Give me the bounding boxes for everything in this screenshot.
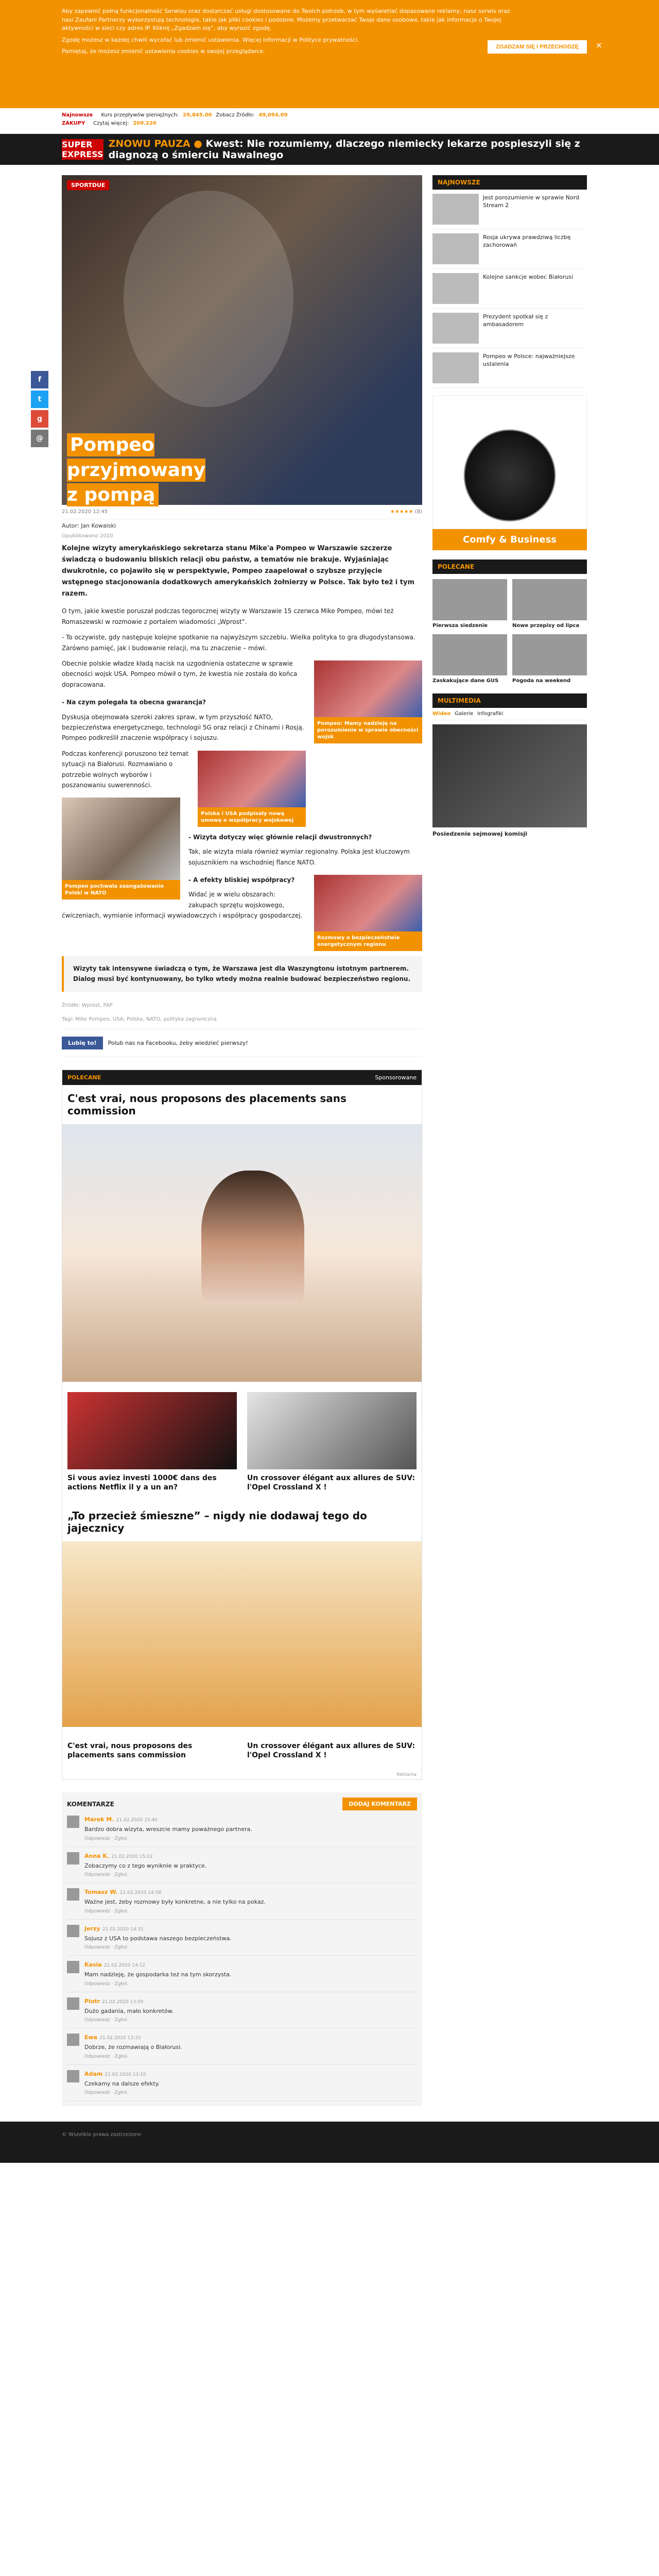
- news-title: Pompeo w Polsce: najważniejsze ustalenia: [483, 353, 575, 368]
- news-title: Kolejne sankcje wobec Białorusi: [483, 274, 574, 280]
- headline-text: Kwest: Nie rozumiemy, dlaczego niemiecky lekarze pospieszyli się z diagnozą o śmierciu Nawalnego: [108, 138, 580, 161]
- ticker-bar: [0, 108, 659, 134]
- news-thumbnail: [432, 194, 479, 225]
- recommended-card[interactable]: [512, 634, 587, 684]
- main-column: [62, 175, 422, 2106]
- multimedia-image[interactable]: [432, 724, 587, 827]
- article-date: 21.02.2020 12:45: [62, 509, 108, 515]
- comment-item: [67, 1992, 417, 2029]
- recommended-card[interactable]: [512, 579, 587, 629]
- google-share-icon[interactable]: g: [31, 410, 48, 428]
- facebook-share-icon[interactable]: f: [31, 371, 48, 388]
- ad-card[interactable]: [67, 1392, 237, 1492]
- article-tags[interactable]: Tagi: Mike Pompeo, USA, Polska, NATO, polityka zagraniczna: [62, 1016, 217, 1022]
- paragraph: Dyskusja obejmowała szeroki zakres spraw, w tym przyszłość NATO, bezpieczeństwa energetycznego, technologii 5G oraz relacji z Chinami i Rosją. Pompeo podkreślił znaczenie współpracy i sojuszu.: [62, 713, 304, 742]
- ad-image[interactable]: [62, 1541, 422, 1727]
- multimedia-tab[interactable]: Infografiki: [477, 711, 504, 717]
- comment-item: [67, 1956, 417, 1992]
- sidebar: [432, 175, 587, 2106]
- add-comment-button[interactable]: DODAJ KOMENTARZ: [342, 1798, 417, 1810]
- ad-headline[interactable]: C'est vrai, nous proposons des placements sans commission: [67, 1092, 346, 1117]
- ticker-label: Najnowsze: [62, 112, 93, 118]
- ticker-text: Zobacz Źródło:: [216, 112, 255, 118]
- breaking-headline[interactable]: [109, 138, 597, 161]
- article-body: [62, 543, 422, 1024]
- sidebar-news-item[interactable]: [432, 229, 587, 269]
- recommended-image: [432, 579, 507, 620]
- comment-actions[interactable]: Odpowiedz · Zgłoś: [84, 1908, 128, 1914]
- article-source: Źródło: Wprost, PAP: [62, 1002, 113, 1008]
- related-caption: Polska i USA podpisały nową umowę o współpracy wojskowej: [198, 807, 306, 827]
- hero-image: [62, 175, 422, 505]
- comfy-ad-banner[interactable]: Comfy & Business: [432, 529, 587, 550]
- ad-image[interactable]: [62, 1124, 422, 1382]
- comment-item: [67, 2065, 417, 2102]
- avatar: [67, 1888, 79, 1901]
- comment-author[interactable]: Tomasz W.: [84, 1889, 118, 1896]
- comment-text: Czekamy na dalsze efekty.: [84, 2080, 160, 2087]
- related-caption: Pompeo: Mamy nadzieję na porozumienie w sprawie obecności wojsk: [314, 717, 422, 743]
- ad-card-title: Un crossover élégant aux allures de SUV: l'Opel Crossland X !: [247, 1742, 415, 1760]
- sidebar-news-item[interactable]: [432, 348, 587, 388]
- footer-text: © Wszelkie prawa zastrzeżone: [62, 2132, 142, 2138]
- recommended-title: Pogoda na weekend: [512, 678, 571, 684]
- ad-card-image: [67, 1392, 237, 1469]
- paragraph: Tak, ale wizyta miała również wymiar regionalny. Polska jest kluczowym sojusznikiem na wschodniej flance NATO.: [188, 848, 410, 866]
- comment-author[interactable]: Piotr: [84, 1997, 100, 2005]
- related-image: [314, 875, 422, 931]
- shoe-ad-image[interactable]: [432, 395, 587, 529]
- comment-date: 21.02.2020 13:50: [102, 1999, 144, 2005]
- recommended-card[interactable]: [432, 579, 507, 629]
- paragraph: - To oczywiste, gdy następuje kolejne spotkanie na najwyższym szczeblu. Wielka polityka to gra długodystansowa. Zarówno pamięć, jak i budowanie relacji, ma tu znaczenie – mówi.: [62, 634, 415, 652]
- facebook-promo-text: Polub nas na Facebooku, żeby wiedzieć pierwszy!: [108, 1039, 248, 1046]
- ad-headline[interactable]: „To przecież śmieszne” – nigdy nie dodawaj tego do jajecznicy: [67, 1510, 367, 1535]
- comment-actions[interactable]: Odpowiedz · Zgłoś: [84, 1872, 128, 1878]
- subheading: - Na czym polegała ta obecna gwarancja?: [62, 699, 206, 706]
- comment-text: Mam nadzieję, że gospodarka też na tym skorzysta.: [84, 1971, 232, 1978]
- comment-date: 21.02.2020 14:31: [102, 1926, 144, 1932]
- ticker-label: ZAKUPY: [62, 121, 85, 126]
- recommended-title: Zaskakujące dane GUS: [432, 678, 499, 684]
- comment-text: Dużo gadania, mało konkretów.: [84, 2007, 174, 2014]
- sidebar-header: NAJNOWSZE: [432, 175, 587, 190]
- sidebar-header: POLECANE: [432, 560, 587, 574]
- mail-share-icon[interactable]: @: [31, 430, 48, 447]
- news-title: Rosja ukrywa prawdziwą liczbę zachorowań: [483, 234, 571, 249]
- avatar: [67, 2033, 79, 2046]
- related-box[interactable]: [62, 798, 180, 900]
- comment-date: 21.02.2020 14:12: [103, 1963, 146, 1969]
- subheading: - A efekty bliskiej współpracy?: [188, 876, 295, 884]
- comment-author[interactable]: Jerzy: [84, 1925, 100, 1932]
- article-author[interactable]: Autor: Jan Kowalski: [62, 522, 116, 529]
- multimedia-title[interactable]: Posiedzenie sejmowej komisji: [432, 831, 527, 837]
- ad-card-image: [247, 1392, 417, 1469]
- multimedia-tab[interactable]: Galerie: [455, 711, 474, 717]
- main-header: [0, 134, 659, 165]
- related-image: [62, 798, 180, 880]
- recommended-image: [432, 634, 507, 675]
- cookie-accept-button[interactable]: ZGADZAM SIĘ I PRZECHODZĘ: [488, 40, 587, 54]
- recommended-title: Nowe przepisy od lipca: [512, 623, 580, 629]
- sidebar-news-item[interactable]: [432, 190, 587, 229]
- headline-prefix: ZNOWU PAUZA: [108, 138, 190, 149]
- comment-text: Bardzo dobra wizyta, wreszcie mamy poważnego partnera.: [84, 1826, 252, 1833]
- sidebar-header: MULTIMEDIA: [432, 693, 587, 708]
- comment-actions[interactable]: Odpowiedz · Zgłoś: [84, 1981, 128, 1987]
- article-lead: Kolejne wizyty amerykańskiego sekretarza stanu Mike'a Pompeo w Warszawie szczerze świadczą o budowaniu bliskich relacji obu państw, a tematów nie brakuje. Wyjaśniając dwukrotnie, co pojawiło się w perspektywie, Pompeo zaapelował o szybsze przyjęcie wstępnego stacjonowania dodatkowych amerykańskich żołnierzy w Polsce. Tak było też i tym razem.: [62, 545, 415, 598]
- news-thumbnail: [432, 313, 479, 344]
- ticker-text: Czytaj więcej:: [93, 121, 129, 126]
- multimedia-tabs: [432, 708, 587, 720]
- dot-icon: ●: [194, 138, 202, 149]
- avatar: [67, 1852, 79, 1865]
- facebook-promo: [62, 1029, 422, 1057]
- comment-text: Sojusz z USA to podstawa naszego bezpieczeństwa.: [84, 1935, 232, 1942]
- comment-text: Dobrze, że rozmawiają o Białorusi.: [84, 2044, 182, 2051]
- cookie-banner: [0, 0, 659, 108]
- related-box[interactable]: [314, 660, 422, 743]
- news-thumbnail: [432, 233, 479, 264]
- related-box[interactable]: [314, 875, 422, 951]
- comment-item: [67, 1810, 417, 1847]
- ad-card[interactable]: [247, 1392, 417, 1492]
- paragraph: Obecnie polskie władze kładą nacisk na uzgodnienia ostateczne w sprawie obecności wojsk USA. Pompeo mówił o tym, że kwestia nie została do końca dopracowana.: [62, 660, 298, 688]
- ad-card-title: Si vous aviez investi 1000€ dans des actions Netflix il y a un an?: [67, 1473, 217, 1492]
- sponsored-block: [62, 1070, 422, 1781]
- avatar: [67, 2070, 79, 2082]
- sponsored-title: POLECANE: [67, 1074, 101, 1081]
- subheading: - Wizyta dotyczy więc głównie relacji dwustronnych?: [188, 833, 372, 841]
- comments-section: [62, 1792, 422, 2106]
- paragraph: Podczas konferencji poruszono też temat sytuacji na Białorusi. Rozmawiano o potrzebie wolnych wyborów i poszanowaniu suwerenności.: [62, 750, 189, 789]
- facebook-like-button[interactable]: Lubię to!: [62, 1037, 103, 1049]
- comment-author[interactable]: Adam: [84, 2070, 103, 2077]
- comment-date: 21.02.2020 15:22: [111, 1854, 153, 1859]
- comment-actions[interactable]: Odpowiedz · Zgłoś: [84, 2018, 128, 2023]
- sidebar-news-item[interactable]: [432, 309, 587, 348]
- hero-title: Pompeo przyjmowany z pompą: [67, 434, 206, 506]
- comment-author[interactable]: Anna K.: [84, 1852, 110, 1859]
- ad-card[interactable]: [247, 1737, 417, 1760]
- category-badge[interactable]: SPORTDUE: [67, 180, 109, 190]
- close-icon[interactable]: ×: [595, 40, 602, 50]
- paragraph: O tym, jakie kwestie poruszał podczas tegorocznej wizyty w Warszawie 15 czerwca Mike Pompeo, mówi też Romaszewski w rozmowie z portalem wiadomości „Wprost”.: [62, 607, 394, 625]
- news-title: Prezydent spotkał się z ambasadorem: [483, 313, 548, 328]
- related-image: [314, 660, 422, 717]
- comment-actions[interactable]: Odpowiedz · Zgłoś: [84, 2090, 128, 2096]
- avatar: [67, 1816, 79, 1828]
- ticker-value: 29,845.00: [183, 112, 212, 118]
- comment-actions[interactable]: Odpowiedz · Zgłoś: [84, 1836, 128, 1841]
- ad-label: Reklama: [396, 1772, 417, 1778]
- hero-decor: [124, 191, 293, 407]
- comment-item: [67, 1847, 417, 1884]
- comment-text: Zobaczymy co z tego wyniknie w praktyce.: [84, 1862, 207, 1869]
- ticker-text: Kurs przepływów pieniężnych:: [101, 112, 179, 118]
- news-title: Jest porozumienie w sprawie Nord Stream 2: [483, 194, 579, 209]
- comment-item: [67, 1883, 417, 1920]
- comment-date: 21.02.2020 13:33: [99, 2036, 141, 2041]
- sidebar-news-item[interactable]: [432, 269, 587, 309]
- rating-count: (8): [414, 509, 422, 515]
- comment-actions[interactable]: Odpowiedz · Zgłoś: [84, 2054, 128, 2059]
- cookie-text-2: Zgodę możesz w każdej chwili wycofać lub zmienić ustawienia. Więcej informacji w Polityce prywatności.: [62, 36, 359, 43]
- ticker-value: 49,094.09: [258, 112, 288, 118]
- multimedia-tab[interactable]: Wideo: [432, 711, 451, 717]
- comment-item: [67, 1920, 417, 1956]
- recommended-image: [512, 634, 587, 675]
- avatar: [67, 1997, 79, 2010]
- related-caption: Pompeo pochwala zaangażowanie Polski w NATO: [62, 880, 180, 900]
- related-image: [198, 751, 306, 807]
- recommended-image: [512, 579, 587, 620]
- related-caption: Rozmowy o bezpieczeństwie energetycznym regionu: [314, 931, 422, 951]
- comment-date: 21.02.2020 13:10: [105, 2072, 146, 2077]
- site-logo[interactable]: SUPER EXPRESS: [62, 140, 103, 159]
- comment-item: [67, 2028, 417, 2065]
- comment-actions[interactable]: Odpowiedz · Zgłoś: [84, 1945, 128, 1951]
- comment-date: 21.02.2020 14:58: [119, 1890, 162, 1896]
- comment-date: 21.02.2020 15:40: [116, 1818, 158, 1823]
- pull-quote: Wizyty tak intensywne świadczą o tym, że Warszawa jest dla Waszyngtonu istotnym partnerem. Dialog musi być kontynuowany, bo tylko wtedy można realnie budować bezpieczeństwo regionu.: [62, 956, 422, 992]
- rating-stars[interactable]: ★★★★★: [390, 509, 413, 515]
- comments-title: KOMENTARZE: [67, 1800, 114, 1808]
- ad-card[interactable]: [67, 1737, 237, 1760]
- recommended-card[interactable]: [432, 634, 507, 684]
- related-box[interactable]: [198, 751, 306, 827]
- footer: [0, 2122, 659, 2163]
- ad-card-title: C'est vrai, nous proposons des placements sans commission: [67, 1742, 193, 1760]
- sponsored-label: Sponsorowane: [375, 1074, 417, 1081]
- comment-author[interactable]: Ewa: [84, 2034, 98, 2041]
- news-thumbnail: [432, 352, 479, 383]
- paragraph: Widać je w wielu obszarach: zakupach sprzętu wojskowego, ćwiczeniach, wymianie informacji wywiadowczych i współpracy gospodarczej.: [62, 891, 303, 920]
- news-thumbnail: [432, 273, 479, 304]
- share-bar: [31, 371, 48, 447]
- recommended-title: Pierwsza siedzenie: [432, 623, 488, 629]
- comment-author[interactable]: Marek M.: [84, 1816, 114, 1823]
- avatar: [67, 1925, 79, 1937]
- published-line: Opublikowano 2020: [62, 533, 113, 539]
- twitter-share-icon[interactable]: t: [31, 391, 48, 408]
- ad-card-title: Un crossover élégant aux allures de SUV: l'Opel Crossland X !: [247, 1473, 415, 1492]
- comment-author[interactable]: Kasia: [84, 1961, 102, 1969]
- cookie-text-1: Aby zapewnić pełną funkcjonalność Serwisu oraz dostarczać usługi dostosowane do Twoich potrzeb, w tym wyświetlać dopasowane reklamy, nasz serwis oraz nasi Zaufani Partnerzy wykorzystują technologie, takie jak pliki cookies i podobne. Możemy przetwarzać Twoje dane osobowe, takie jak informacje o Twojej aktywności w sieci czy adres IP. Kliknij „Zgadzam się”, aby wyrazić zgodę.: [62, 8, 510, 31]
- comment-text: Ważne jest, żeby rozmowy były konkretne, a nie tylko na pokaz.: [84, 1899, 266, 1906]
- avatar: [67, 1961, 79, 1973]
- cookie-text-3: Pamiętaj, że możesz zmienić ustawienia cookies w swojej przeglądarce.: [62, 48, 265, 55]
- ticker-value: 209.220: [133, 121, 157, 126]
